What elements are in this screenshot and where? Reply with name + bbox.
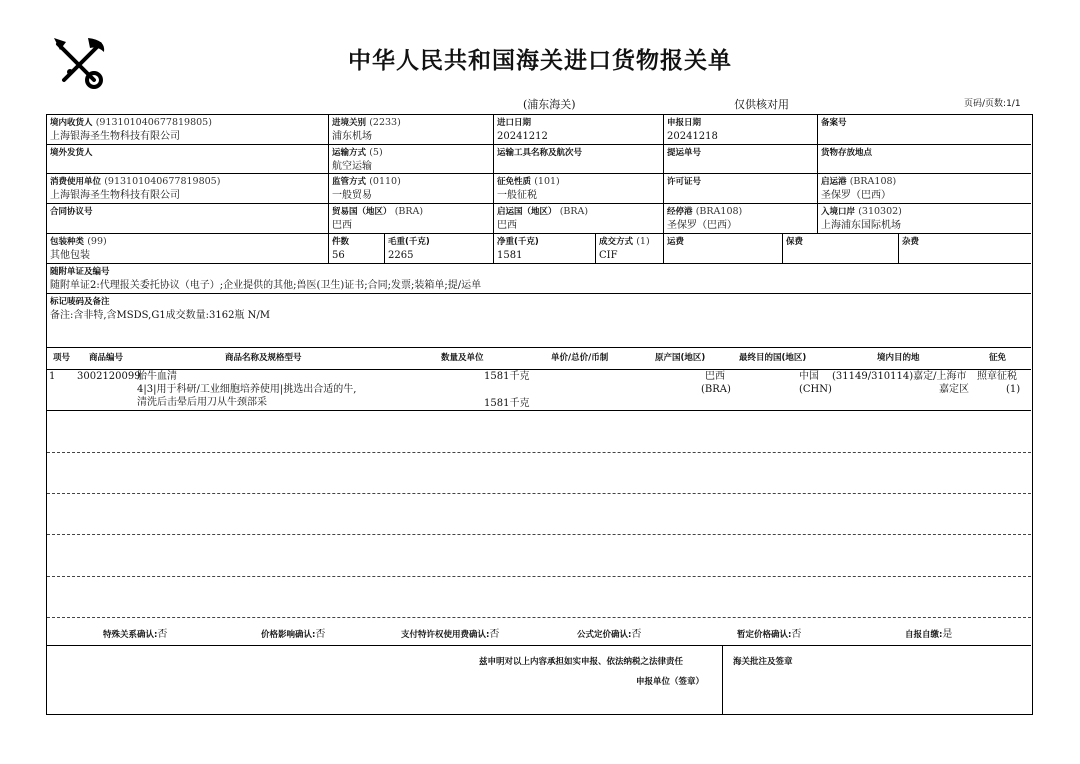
- special-relation-confirm: 特殊关系确认:否: [103, 629, 168, 640]
- formula-pricing-confirm: 公式定价确认:否: [577, 629, 642, 640]
- goods-header-final-dest: 最终目的国(地区): [739, 353, 807, 363]
- goods-header-levy: 征免: [989, 353, 1007, 363]
- goods-header-code: 商品编号: [89, 353, 124, 363]
- departure-port-cell: 启运港 (BRA108) 圣保罗（巴西）: [818, 174, 1031, 204]
- goods-header-domestic-dest: 境内目的地: [877, 353, 920, 363]
- goods-header-qty: 数量及单位: [441, 353, 484, 363]
- goods-row-divider: [47, 493, 1031, 494]
- entry-customs-cell: 进境关别 (2233) 浦东机场: [329, 115, 494, 145]
- goods-row-divider: [47, 617, 1031, 618]
- goods-header-name: 商品名称及规格型号: [225, 353, 302, 363]
- package-type-cell: 包装种类 (99) 其他包装: [47, 234, 329, 264]
- customs-signature: 海关批注及签章: [733, 657, 793, 667]
- declaration-statement: 兹申明对以上内容承担如实申报、依法纳税之法律责任: [479, 657, 684, 667]
- page-title: 中华人民共和国海关进口货物报关单: [348, 48, 732, 74]
- page-number: 页码/页数:1/1: [964, 99, 1021, 109]
- net-weight-cell: 净重(千克) 1581: [494, 234, 596, 264]
- customs-office: (浦东海关): [523, 98, 576, 111]
- misc-fee-cell: 杂费: [899, 234, 1031, 264]
- self-declare-confirm: 自报自缴:是: [905, 629, 953, 640]
- vessel-cell: 运输工具名称及航次号: [494, 145, 664, 174]
- levy-nature-cell: 征免性质 (101) 一般征税: [494, 174, 664, 204]
- supervision-cell: 监管方式 (0110) 一般贸易: [329, 174, 494, 204]
- record-no-cell: 备案号: [818, 115, 1031, 145]
- storage-place-cell: 货物存放地点: [818, 145, 1031, 174]
- goods-row-divider: [47, 534, 1031, 535]
- license-no-cell: 许可证号: [664, 174, 818, 204]
- overseas-shipper-cell: 境外发货人: [47, 145, 329, 174]
- declaration-form: 境内收货人 (913101040677819805) 上海银海圣生物科技有限公司 进境关别 (2233) 浦东机场 进口日期 20241212 申报日期 20241218 备案号 境外发货人 运输方式 (5) 航空运输 运输工具名称及航次号 提运单号 货物存放地点 消费使用单位 (913101040677819805) 上海银海圣生物科技有限公司 监管方式 (0110) 一般贸易 征免性质 (101) 一般征税 许可证号 启运港 (BRA108) 圣保罗（巴西） 合同协议号 贸易国（地区） (BRA) 巴西 启运国（地区） (BRA) 巴西 经停港 (BRA108) 圣保罗（巴西） 入境口岸 (310302) 上海浦东国际机场 包装种类 (99) 其他包装 件数 56 毛重(千克) 2265 净重(千克) 1581 成交方式 (1) CIF 运费 保费 杂费 随附单证及编号 随附单证2:代理报关委托协议（电子）;企业提供的其他;兽医(卫生)证书;合同;发票;装箱单;提/运单 标记唛码及备注 备注:含非特,含MSDS,G1成交数量:3162瓶 N/M 项号 商品编号 商品名称及规格型号 数量及单位 单价/总价/币制 原产国(地区) 最终目的国(地区) 境内目的地 征免 1 3002120099 胎牛血清 4|3|用于科研/工业细胞培养使用|挑选出合适的牛, 清洗后击晕后用刀从牛颈部采 1581千克 1581千克 巴西 (BRA) 中国 (CHN) (31149/310114)嘉定/上海市 嘉定区 照章征税 (1) 特殊关系确认:否 价格影响确认:否 支付特许权使用费确认:否 公式定价确认:否 暂定价格确认:否 自报自缴:是 兹申明对以上内容承担如实申报、依法纳税之法律责任 申报单位（签章） 海关批注及签章: [46, 114, 1033, 715]
- goods-header-item: 项号: [53, 353, 71, 363]
- royalty-confirm: 支付特许权使用费确认:否: [401, 629, 500, 640]
- import-date-cell: 进口日期 20241212: [494, 115, 664, 145]
- trade-country-cell: 贸易国（地区） (BRA) 巴西: [329, 204, 494, 234]
- consumer-cell: 消费使用单位 (913101040677819805) 上海银海圣生物科技有限公司: [47, 174, 329, 204]
- reference-note: 仅供核对用: [734, 98, 789, 111]
- stop-port-cell: 经停港 (BRA108) 圣保罗（巴西）: [664, 204, 818, 234]
- signature-vdivider: [722, 645, 723, 714]
- pieces-cell: 件数 56: [329, 234, 385, 264]
- freight-cell: 运费: [664, 234, 783, 264]
- documents-cell: 随附单证及编号 随附单证2:代理报关委托协议（电子）;企业提供的其他;兽医(卫生)证书;合同;发票;装箱单;提/运单: [47, 264, 1031, 294]
- declare-date-cell: 申报日期 20241218: [664, 115, 818, 145]
- insurance-cell: 保费: [783, 234, 899, 264]
- goods-header-origin: 原产国(地区): [655, 353, 706, 363]
- bill-no-cell: 提运单号: [664, 145, 818, 174]
- contract-no-cell: 合同协议号: [47, 204, 329, 234]
- origin-country-cell: 启运国（地区） (BRA) 巴西: [494, 204, 664, 234]
- deal-mode-cell: 成交方式 (1) CIF: [596, 234, 664, 264]
- goods-header-divider: [47, 369, 1031, 370]
- gross-weight-cell: 毛重(千克) 2265: [385, 234, 494, 264]
- goods-row-divider: [47, 410, 1031, 411]
- price-impact-confirm: 价格影响确认:否: [261, 629, 326, 640]
- consignee-cell: 境内收货人 (913101040677819805) 上海银海圣生物科技有限公司: [47, 115, 329, 145]
- signature-divider: [47, 645, 1031, 646]
- goods-row-divider: [47, 576, 1031, 577]
- goods-header-price: 单价/总价/币制: [551, 353, 609, 363]
- entry-port-cell: 入境口岸 (310302) 上海浦东国际机场: [818, 204, 1031, 234]
- declarant-signature: 申报单位（签章）: [636, 677, 705, 687]
- transport-mode-cell: 运输方式 (5) 航空运输: [329, 145, 494, 174]
- goods-row-divider: [47, 452, 1031, 453]
- provisional-price-confirm: 暂定价格确认:否: [737, 629, 802, 640]
- marks-cell: 标记唛码及备注 备注:含非特,含MSDS,G1成交数量:3162瓶 N/M: [47, 294, 1031, 348]
